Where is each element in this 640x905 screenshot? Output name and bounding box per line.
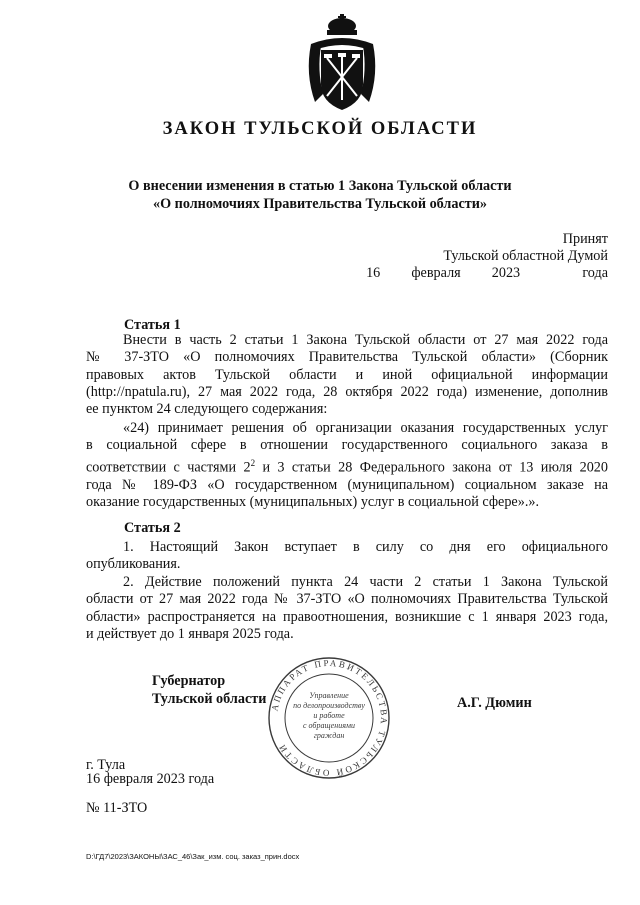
stamp-inner-line: по делопроизводству [293,701,365,710]
law-number: № 11-ЗТО [86,800,148,816]
paragraph-line: области от 27 мая 2022 года № 37-ЗТО «О полномочиях Правительства Тульской [86,591,608,608]
paragraph-line-text: и 3 статьи 28 Федерального закона от 13 июля 2020 [255,459,608,476]
stamp-inner-line: и работе [313,711,345,720]
paragraph-line: и действует до 1 января 2025 года. [86,625,294,642]
paragraph-line: ее пунктом 24 следующего содержания: [86,401,328,418]
article-2-heading: Статья 2 [124,520,181,536]
city: г. Тула [86,757,126,773]
stamp-outer-text: АППАРАТ ПРАВИТЕЛЬСТВА ТУЛЬСКОЙ ОБЛАСТИ [269,657,390,779]
paragraph-line: «24) принимает решения об организации оказания государственных услуг [123,420,608,436]
stamp-inner-line: граждан [313,731,345,740]
stamp-inner-line: Управление [309,691,349,700]
publication-date: 16 февраля 2023 года [86,771,215,787]
signatory-title-line-2: Тульской области [152,691,267,707]
signatory-name: А.Г. Дюмин [457,695,532,711]
article-2-paragraph-1 [86,539,608,574]
paragraph-line: 1. Настоящий Закон вступает в силу со дня его официального [123,539,608,555]
article-1-paragraph-2 [86,420,608,511]
paragraph-line-text: соответствии с частями 2 [86,459,251,476]
paragraph-line: № 37-ЗТО «О полномочиях Правительства Тульской области» (Сборник [86,349,608,366]
paragraph-line [86,455,608,477]
paragraph-line: опубликования. [86,556,181,573]
paragraph-line: правовых актов Тульской области и иной официальной информации [86,366,608,383]
tula-coat-of-arms-icon [303,14,381,114]
article-1-paragraph-1 [86,332,608,418]
law-title: ЗАКОН ТУЛЬСКОЙ ОБЛАСТИ [162,119,478,139]
accepted-date: 16 февраля 2023 года [366,265,608,281]
stamp-inner-line: с обращениями [302,721,356,730]
paragraph-line: области» распространяется на правоотношения, возникшие с 1 января 2023 года, [86,608,608,625]
article-2-paragraph-2 [86,574,608,643]
accepted-by: Тульской областной Думой [443,248,608,264]
file-path: D:\ГД7\2023\ЗАКОНЫ\ЗАС_46\Зак_изм. соц. заказ_прин.docx [86,852,300,861]
paragraph-line: оказание государственных (муниципальных) услуг в социальной сфере».». [86,493,540,510]
law-subtitle-line-1: О внесении изменения в статью 1 Закона Тульской области [128,178,512,194]
paragraph-line: 2. Действие положений пункта 24 части 2 статьи 1 Закона Тульской [123,574,608,590]
superscript: 2 [250,457,256,468]
law-subtitle-line-2: «О полномочиях Правительства Тульской области» [152,196,488,212]
accepted-label: Принят [562,231,608,247]
paragraph-line: (http://npatula.ru), 27 мая 2022 года, 28 октября 2022 года) изменение, дополнив [86,383,608,400]
article-1-heading: Статья 1 [124,317,181,333]
signatory-title-line-1: Губернатор [152,673,226,689]
paragraph-line: в социальной сфере в отношении государственного социального заказа в [86,437,608,454]
paragraph-line: года № 189-ФЗ «О государственном (муниципальном) социальном заказе на [86,476,608,493]
paragraph-line: Внести в часть 2 статьи 1 Закона Тульской области от 27 мая 2022 года [123,332,608,348]
official-stamp [266,656,392,780]
